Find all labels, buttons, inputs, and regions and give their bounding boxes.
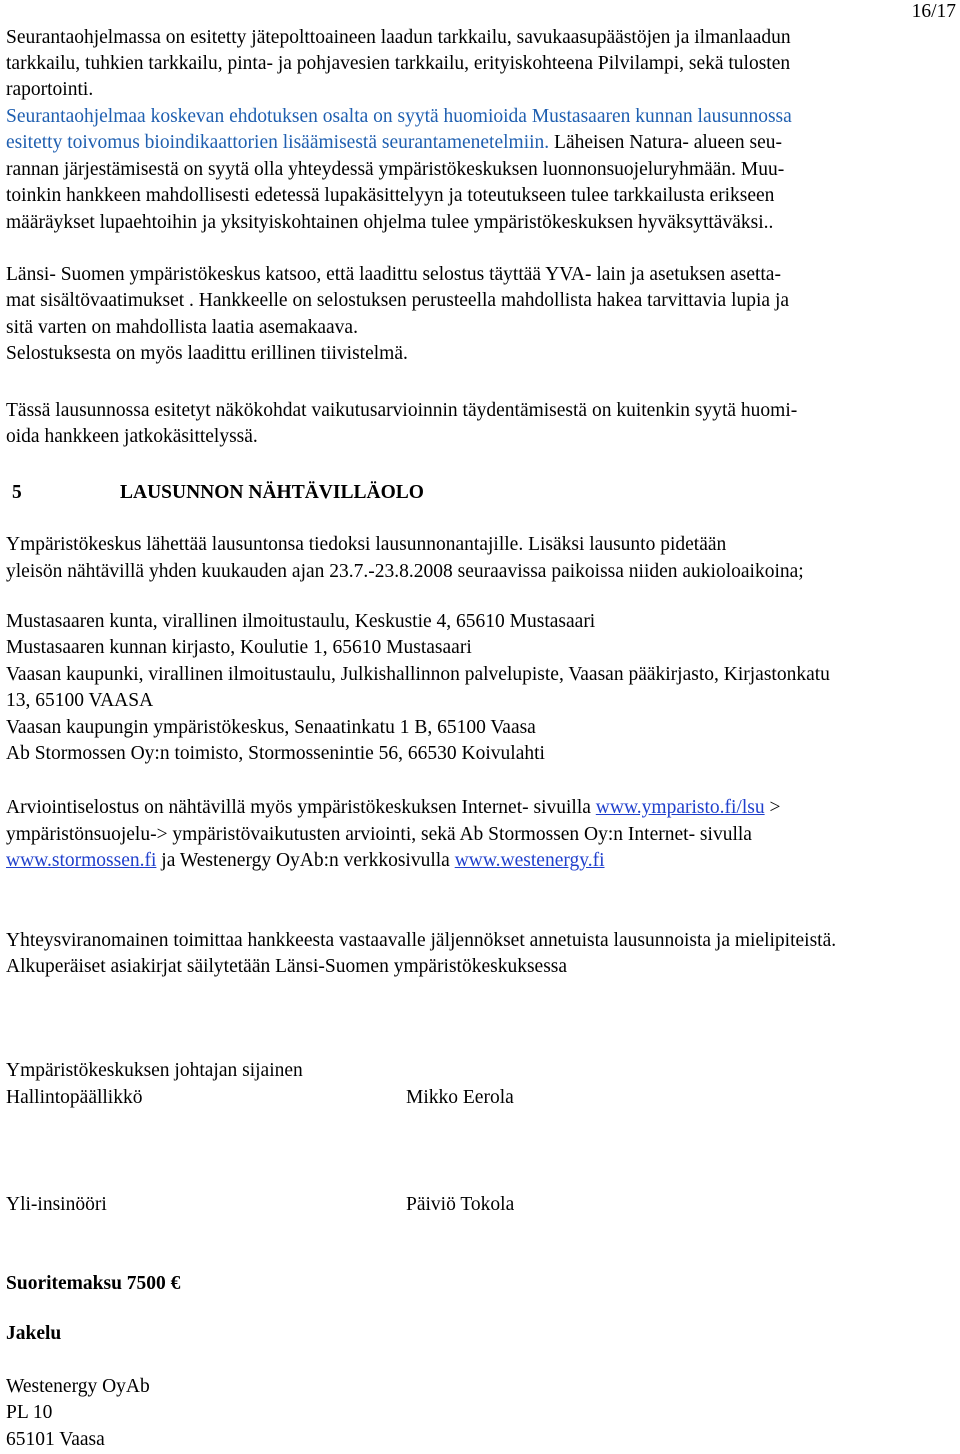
paragraph-line: Yhteysviranomainen toimittaa hankkeesta vastaavalle jäljennökset annetuista lausunnoista ja mielipiteistä. bbox=[6, 930, 837, 951]
paragraph-line bbox=[6, 130, 782, 157]
paragraph-line: oida hankkeen jatkokäsittelyssä. bbox=[6, 426, 258, 447]
section-number: 5 bbox=[12, 482, 22, 503]
section-title: LAUSUNNON NÄHTÄVILLÄOLO bbox=[120, 482, 424, 503]
place-line: 13, 65100 VAASA bbox=[6, 690, 154, 711]
distribution-line: PL 10 bbox=[6, 1402, 53, 1423]
paragraph-line: määräykset lupaehtoihin ja yksityiskohtainen ohjelma tulee ympäristökeskuksen hyväksyttäväksi.. bbox=[6, 212, 774, 233]
highlighted-text: esitetty toivomus bioindikaattorien lisäämisestä seurantamenetelmiin. bbox=[6, 132, 550, 153]
paragraph-text: Arviointiselostus on nähtävillä myös ympäristökeskuksen Internet- sivuilla bbox=[6, 797, 596, 818]
place-line: Ab Stormossen Oy:n toimisto, Stormossenintie 56, 66530 Koivulahti bbox=[6, 743, 545, 764]
page-number: 16/17 bbox=[911, 1, 956, 22]
paragraph-line bbox=[6, 848, 605, 875]
distribution-line: 65101 Vaasa bbox=[6, 1429, 105, 1450]
ymparisto-link[interactable]: www.ymparisto.fi/lsu bbox=[595, 797, 765, 818]
paragraph-line: ympäristönsuojelu-> ympäristövaikutusten arviointi, sekä Ab Stormossen Oy:n Internet- sivulla bbox=[6, 824, 752, 845]
signatory-role: Ympäristökeskuksen johtajan sijainen bbox=[6, 1060, 303, 1081]
fee-line: Suoritemaksu 7500 € bbox=[6, 1273, 181, 1294]
paragraph-line: yleisön nähtävillä yhden kuukauden ajan 23.7.-23.8.2008 seuraavissa paikoissa niiden aukioloaikoina; bbox=[6, 561, 804, 582]
distribution-line: Westenergy OyAb bbox=[6, 1376, 150, 1397]
paragraph-line: tarkkailu, tuhkien tarkkailu, pinta- ja pohjavesien tarkkailu, erityiskohteena Pilvilampi, sekä tulosten bbox=[6, 53, 791, 74]
stormossen-link[interactable]: www.stormossen.fi bbox=[6, 850, 157, 871]
paragraph-text: ja Westenergy OyAb:n verkkosivulla bbox=[156, 850, 455, 871]
paragraph-line: Ympäristökeskus lähettää lausuntonsa tiedoksi lausunnonantajille. Lisäksi lausunto pidetään bbox=[6, 534, 727, 555]
paragraph-line: Alkuperäiset asiakirjat säilytetään Länsi-Suomen ympäristökeskuksessa bbox=[6, 956, 568, 977]
paragraph-line: sitä varten on mahdollista laatia asemakaava. bbox=[6, 317, 358, 338]
signatory-title: Yli-insinööri bbox=[6, 1194, 107, 1215]
paragraph-line bbox=[6, 795, 780, 822]
place-line: Mustasaaren kunnan kirjasto, Koulutie 1, 65610 Mustasaari bbox=[6, 637, 472, 658]
place-line: Vaasan kaupunki, virallinen ilmoitustaulu, Julkishallinnon palvelupiste, Vaasan pääkirjasto, Kirjastonkatu bbox=[6, 664, 830, 685]
paragraph-line: Tässä lausunnossa esitetyt näkökohdat vaikutusarvioinnin täydentämisestä on kuitenkin syytä huomi- bbox=[6, 400, 798, 421]
paragraph-line: Länsi- Suomen ympäristökeskus katsoo, että laadittu selostus täyttää YVA- lain ja asetuksen asetta- bbox=[6, 264, 781, 285]
westenergy-link[interactable]: www.westenergy.fi bbox=[454, 850, 605, 871]
distribution-heading: Jakelu bbox=[6, 1323, 62, 1344]
paragraph-line: toinkin hankkeen mahdollisesti edetessä lupakäsittelyyn ja toteutukseen tulee tarkkailusta erikseen bbox=[6, 185, 775, 206]
paragraph-line: Selostuksesta on myös laadittu erillinen tiivistelmä. bbox=[6, 343, 408, 364]
highlighted-line: Seurantaohjelmaa koskevan ehdotuksen osalta on syytä huomioida Mustasaaren kunnan lausunnossa bbox=[6, 106, 792, 127]
paragraph-line: Seurantaohjelmassa on esitetty jätepolttoaineen laadun tarkkailu, savukaasupäästöjen ja ilmanlaadun bbox=[6, 27, 791, 48]
paragraph-text: > bbox=[764, 797, 781, 818]
place-line: Vaasan kaupungin ympäristökeskus, Senaatinkatu 1 B, 65100 Vaasa bbox=[6, 717, 536, 738]
paragraph-text: Läheisen Natura- alueen seu- bbox=[549, 132, 782, 153]
signatory-title: Hallintopäällikkö bbox=[6, 1087, 143, 1108]
paragraph-line: rannan järjestämisestä on syytä olla yhteydessä ympäristökeskuksen luonnonsuojeluryhmään. Muu- bbox=[6, 159, 785, 180]
signatory-name: Mikko Eerola bbox=[406, 1087, 514, 1108]
signatory-name: Päiviö Tokola bbox=[406, 1194, 515, 1215]
paragraph-line: raportointi. bbox=[6, 79, 94, 100]
place-line: Mustasaaren kunta, virallinen ilmoitustaulu, Keskustie 4, 65610 Mustasaari bbox=[6, 611, 596, 632]
paragraph-line: mat sisältövaatimukset . Hankkeelle on selostuksen perusteella mahdollista hakea tarvittavia lupia ja bbox=[6, 290, 790, 311]
